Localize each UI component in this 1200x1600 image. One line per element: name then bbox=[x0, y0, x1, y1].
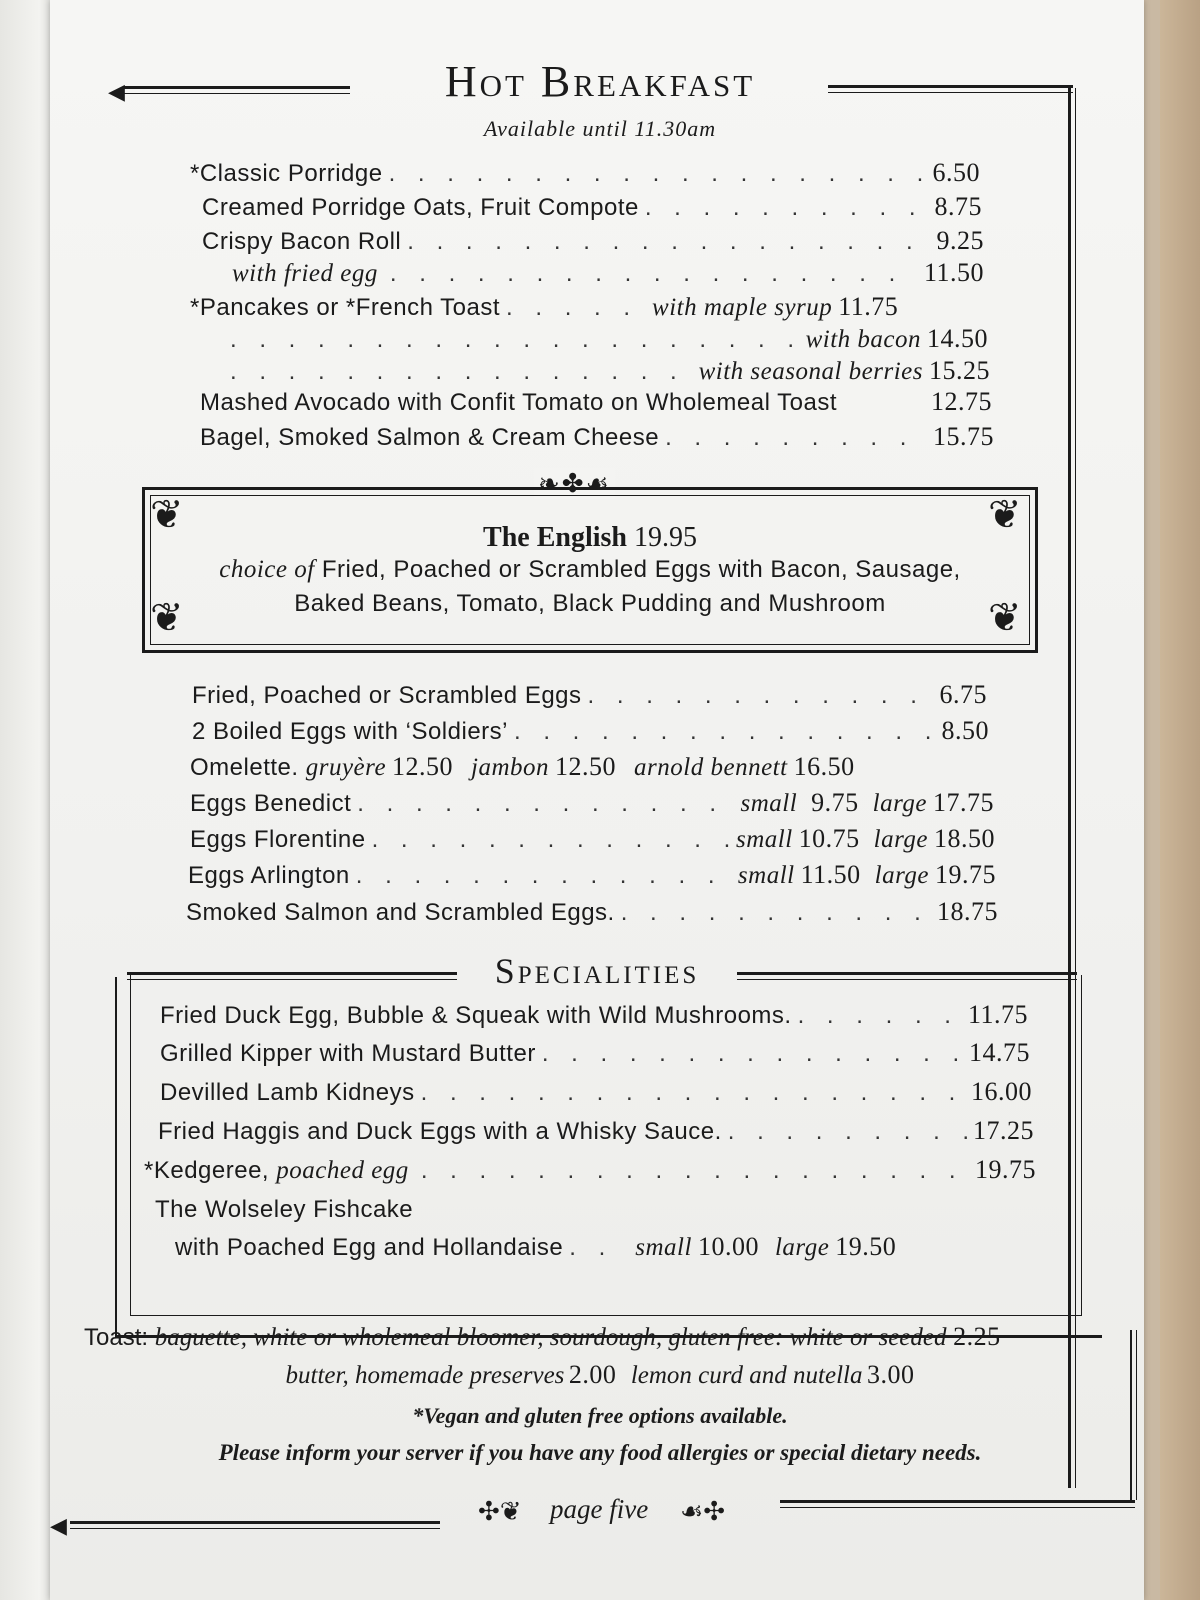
toast-price: 2.25 bbox=[953, 1322, 1001, 1351]
size-label: large bbox=[774, 1234, 830, 1261]
english-price: 19.95 bbox=[633, 522, 697, 553]
size-label: large bbox=[873, 826, 928, 853]
flourish-left-icon: ✣❦ bbox=[478, 1496, 522, 1526]
item-variant: with maple syrup bbox=[652, 294, 833, 321]
item-price: 19.75 bbox=[935, 860, 996, 889]
item-name: Eggs Benedict bbox=[190, 790, 352, 817]
item-price: 18.75 bbox=[937, 897, 998, 926]
english-line2: Baked Beans, Tomato, Black Pudding and Mushroom bbox=[294, 590, 886, 617]
availability-note: Available until 11.30am bbox=[483, 116, 717, 141]
item-price: 6.75 bbox=[939, 680, 987, 709]
item-price: 18.50 bbox=[934, 824, 995, 853]
menu-item bbox=[190, 292, 986, 322]
item-name: Fried Duck Egg, Bubble & Squeak with Wild Mushrooms. bbox=[160, 1002, 792, 1029]
item-name: Eggs Florentine bbox=[190, 826, 366, 853]
item-name: Fried Haggis and Duck Eggs with a Whisky Sauce. bbox=[158, 1118, 722, 1145]
menu-item bbox=[232, 258, 984, 288]
frame-bottom-right-rule bbox=[780, 1500, 1135, 1508]
item-name: *Classic Porridge bbox=[190, 160, 383, 187]
item-price: 17.25 bbox=[973, 1116, 1034, 1145]
speciality-item bbox=[160, 1038, 1030, 1068]
size-label: small bbox=[735, 826, 793, 853]
butter-price: 2.00 bbox=[568, 1360, 617, 1389]
omelette-option: gruyère bbox=[305, 754, 387, 781]
size-label: small bbox=[737, 862, 795, 889]
menu-item bbox=[192, 680, 987, 710]
toast-description: baguette, white or wholemeal bloomer, sourdough, gluten free: white or seeded bbox=[154, 1324, 947, 1351]
allergy-note: Please inform your server if you have any food allergies or special dietary needs. bbox=[218, 1440, 982, 1465]
item-name: The Wolseley Fishcake bbox=[155, 1196, 414, 1223]
menu-item bbox=[202, 226, 984, 256]
item-price: 15.25 bbox=[929, 356, 990, 385]
vegan-note: *Vegan and gluten free options available. bbox=[412, 1403, 788, 1428]
item-price: 11.50 bbox=[800, 860, 861, 889]
menu-item bbox=[230, 324, 988, 354]
menu-item bbox=[192, 716, 989, 746]
item-name: Devilled Lamb Kidneys bbox=[160, 1079, 415, 1106]
specialities-title: Specialities bbox=[494, 951, 700, 991]
preserves-line bbox=[0, 1360, 1200, 1390]
arrow-left-icon: ◀ bbox=[108, 79, 125, 104]
item-name: Crispy Bacon Roll bbox=[202, 228, 402, 255]
omelette-option: jambon bbox=[471, 754, 550, 781]
english-line1: Fried, Poached or Scrambled Eggs with Bacon, Sausage, bbox=[321, 556, 961, 583]
item-name: Grilled Kipper with Mustard Butter bbox=[160, 1040, 536, 1067]
curd-description: lemon curd and nutella bbox=[630, 1362, 863, 1389]
corner-flourish-icon: ❦ bbox=[988, 492, 1022, 538]
butter-description: butter, homemade preserves bbox=[285, 1362, 565, 1389]
item-price: 14.50 bbox=[927, 324, 988, 353]
menu-item bbox=[190, 752, 992, 782]
item-price: 16.00 bbox=[971, 1077, 1032, 1106]
item-name: Bagel, Smoked Salmon & Cream Cheese bbox=[200, 424, 660, 451]
english-title bbox=[142, 522, 1038, 554]
speciality-item bbox=[175, 1232, 1041, 1262]
menu-item bbox=[202, 192, 982, 222]
item-price: 10.75 bbox=[798, 824, 860, 853]
menu-item bbox=[200, 422, 994, 452]
item-variant: with seasonal berries bbox=[698, 358, 923, 385]
item-price: 11.75 bbox=[967, 1000, 1028, 1029]
item-name: Creamed Porridge Oats, Fruit Compote bbox=[202, 194, 639, 221]
size-label: large bbox=[872, 790, 927, 817]
english-description-line1 bbox=[142, 556, 1038, 584]
toast-line bbox=[84, 1322, 1124, 1352]
menu-item bbox=[230, 356, 990, 386]
item-price: 16.50 bbox=[793, 752, 855, 781]
item-name: Fried, Poached or Scrambled Eggs bbox=[192, 682, 582, 709]
menu-item bbox=[190, 788, 994, 818]
item-variant: poached egg bbox=[276, 1157, 409, 1184]
flourish-right-icon: ☙✣ bbox=[680, 1496, 726, 1526]
item-price: 19.50 bbox=[835, 1232, 897, 1261]
corner-flourish-icon: ❦ bbox=[150, 595, 184, 641]
corner-flourish-icon: ❦ bbox=[150, 492, 184, 538]
item-name: *Kedgeree, bbox=[144, 1157, 270, 1184]
item-price: 14.75 bbox=[969, 1038, 1030, 1067]
speciality-item bbox=[158, 1116, 1034, 1146]
item-price: 9.75 bbox=[811, 788, 859, 817]
menu-item bbox=[188, 860, 996, 890]
arrow-left-bottom-icon: ◀ bbox=[50, 1513, 67, 1538]
size-label: small bbox=[740, 790, 798, 817]
speciality-item bbox=[144, 1155, 1036, 1185]
item-price: 11.75 bbox=[838, 292, 899, 321]
menu-item bbox=[186, 897, 998, 927]
item-price: 12.50 bbox=[392, 752, 454, 781]
speciality-item bbox=[160, 1077, 1032, 1107]
choice-prefix: choice of bbox=[219, 556, 315, 583]
item-price: 8.75 bbox=[934, 192, 982, 221]
item-name: Smoked Salmon and Scrambled Eggs. bbox=[186, 899, 615, 926]
omelette-option: arnold bennett bbox=[634, 754, 788, 781]
item-price: 17.75 bbox=[933, 788, 994, 817]
item-name: Omelette. bbox=[190, 754, 299, 781]
item-price: 12.75 bbox=[931, 387, 992, 416]
menu-item bbox=[200, 387, 992, 417]
item-price: 15.75 bbox=[933, 422, 994, 451]
item-price: 8.50 bbox=[941, 716, 989, 745]
toast-label: Toast: bbox=[84, 1324, 149, 1351]
item-price: 19.75 bbox=[975, 1155, 1036, 1184]
menu-item bbox=[190, 158, 980, 188]
item-price: 11.50 bbox=[923, 258, 984, 287]
ornament-icon: ❧✤☙ bbox=[534, 468, 615, 499]
item-name: *Pancakes or *French Toast bbox=[190, 294, 501, 321]
item-variant: with bacon bbox=[805, 326, 921, 353]
item-variant: with fried egg bbox=[232, 260, 378, 287]
item-name: Mashed Avocado with Confit Tomato on Wholemeal Toast bbox=[200, 389, 838, 416]
item-name: 2 Boiled Eggs with ‘Soldiers’ bbox=[192, 718, 508, 745]
page-number: page five bbox=[550, 1494, 649, 1524]
corner-flourish-icon: ❦ bbox=[988, 595, 1022, 641]
menu-item bbox=[190, 824, 995, 854]
frame-bottom-left-rule bbox=[70, 1521, 440, 1529]
item-price: 10.00 bbox=[697, 1232, 759, 1261]
size-label: large bbox=[874, 862, 929, 889]
size-label: small bbox=[635, 1234, 692, 1261]
page-title: Hot Breakfast bbox=[444, 57, 756, 106]
item-price: 9.25 bbox=[936, 226, 984, 255]
english-name: The English bbox=[483, 522, 627, 553]
speciality-item bbox=[160, 1000, 1028, 1030]
item-name: Eggs Arlington bbox=[188, 862, 350, 889]
speciality-item bbox=[155, 1196, 555, 1224]
curd-price: 3.00 bbox=[866, 1360, 915, 1389]
item-price: 6.50 bbox=[932, 158, 980, 187]
item-name: with Poached Egg and Hollandaise bbox=[175, 1234, 564, 1261]
item-price: 12.50 bbox=[555, 752, 617, 781]
